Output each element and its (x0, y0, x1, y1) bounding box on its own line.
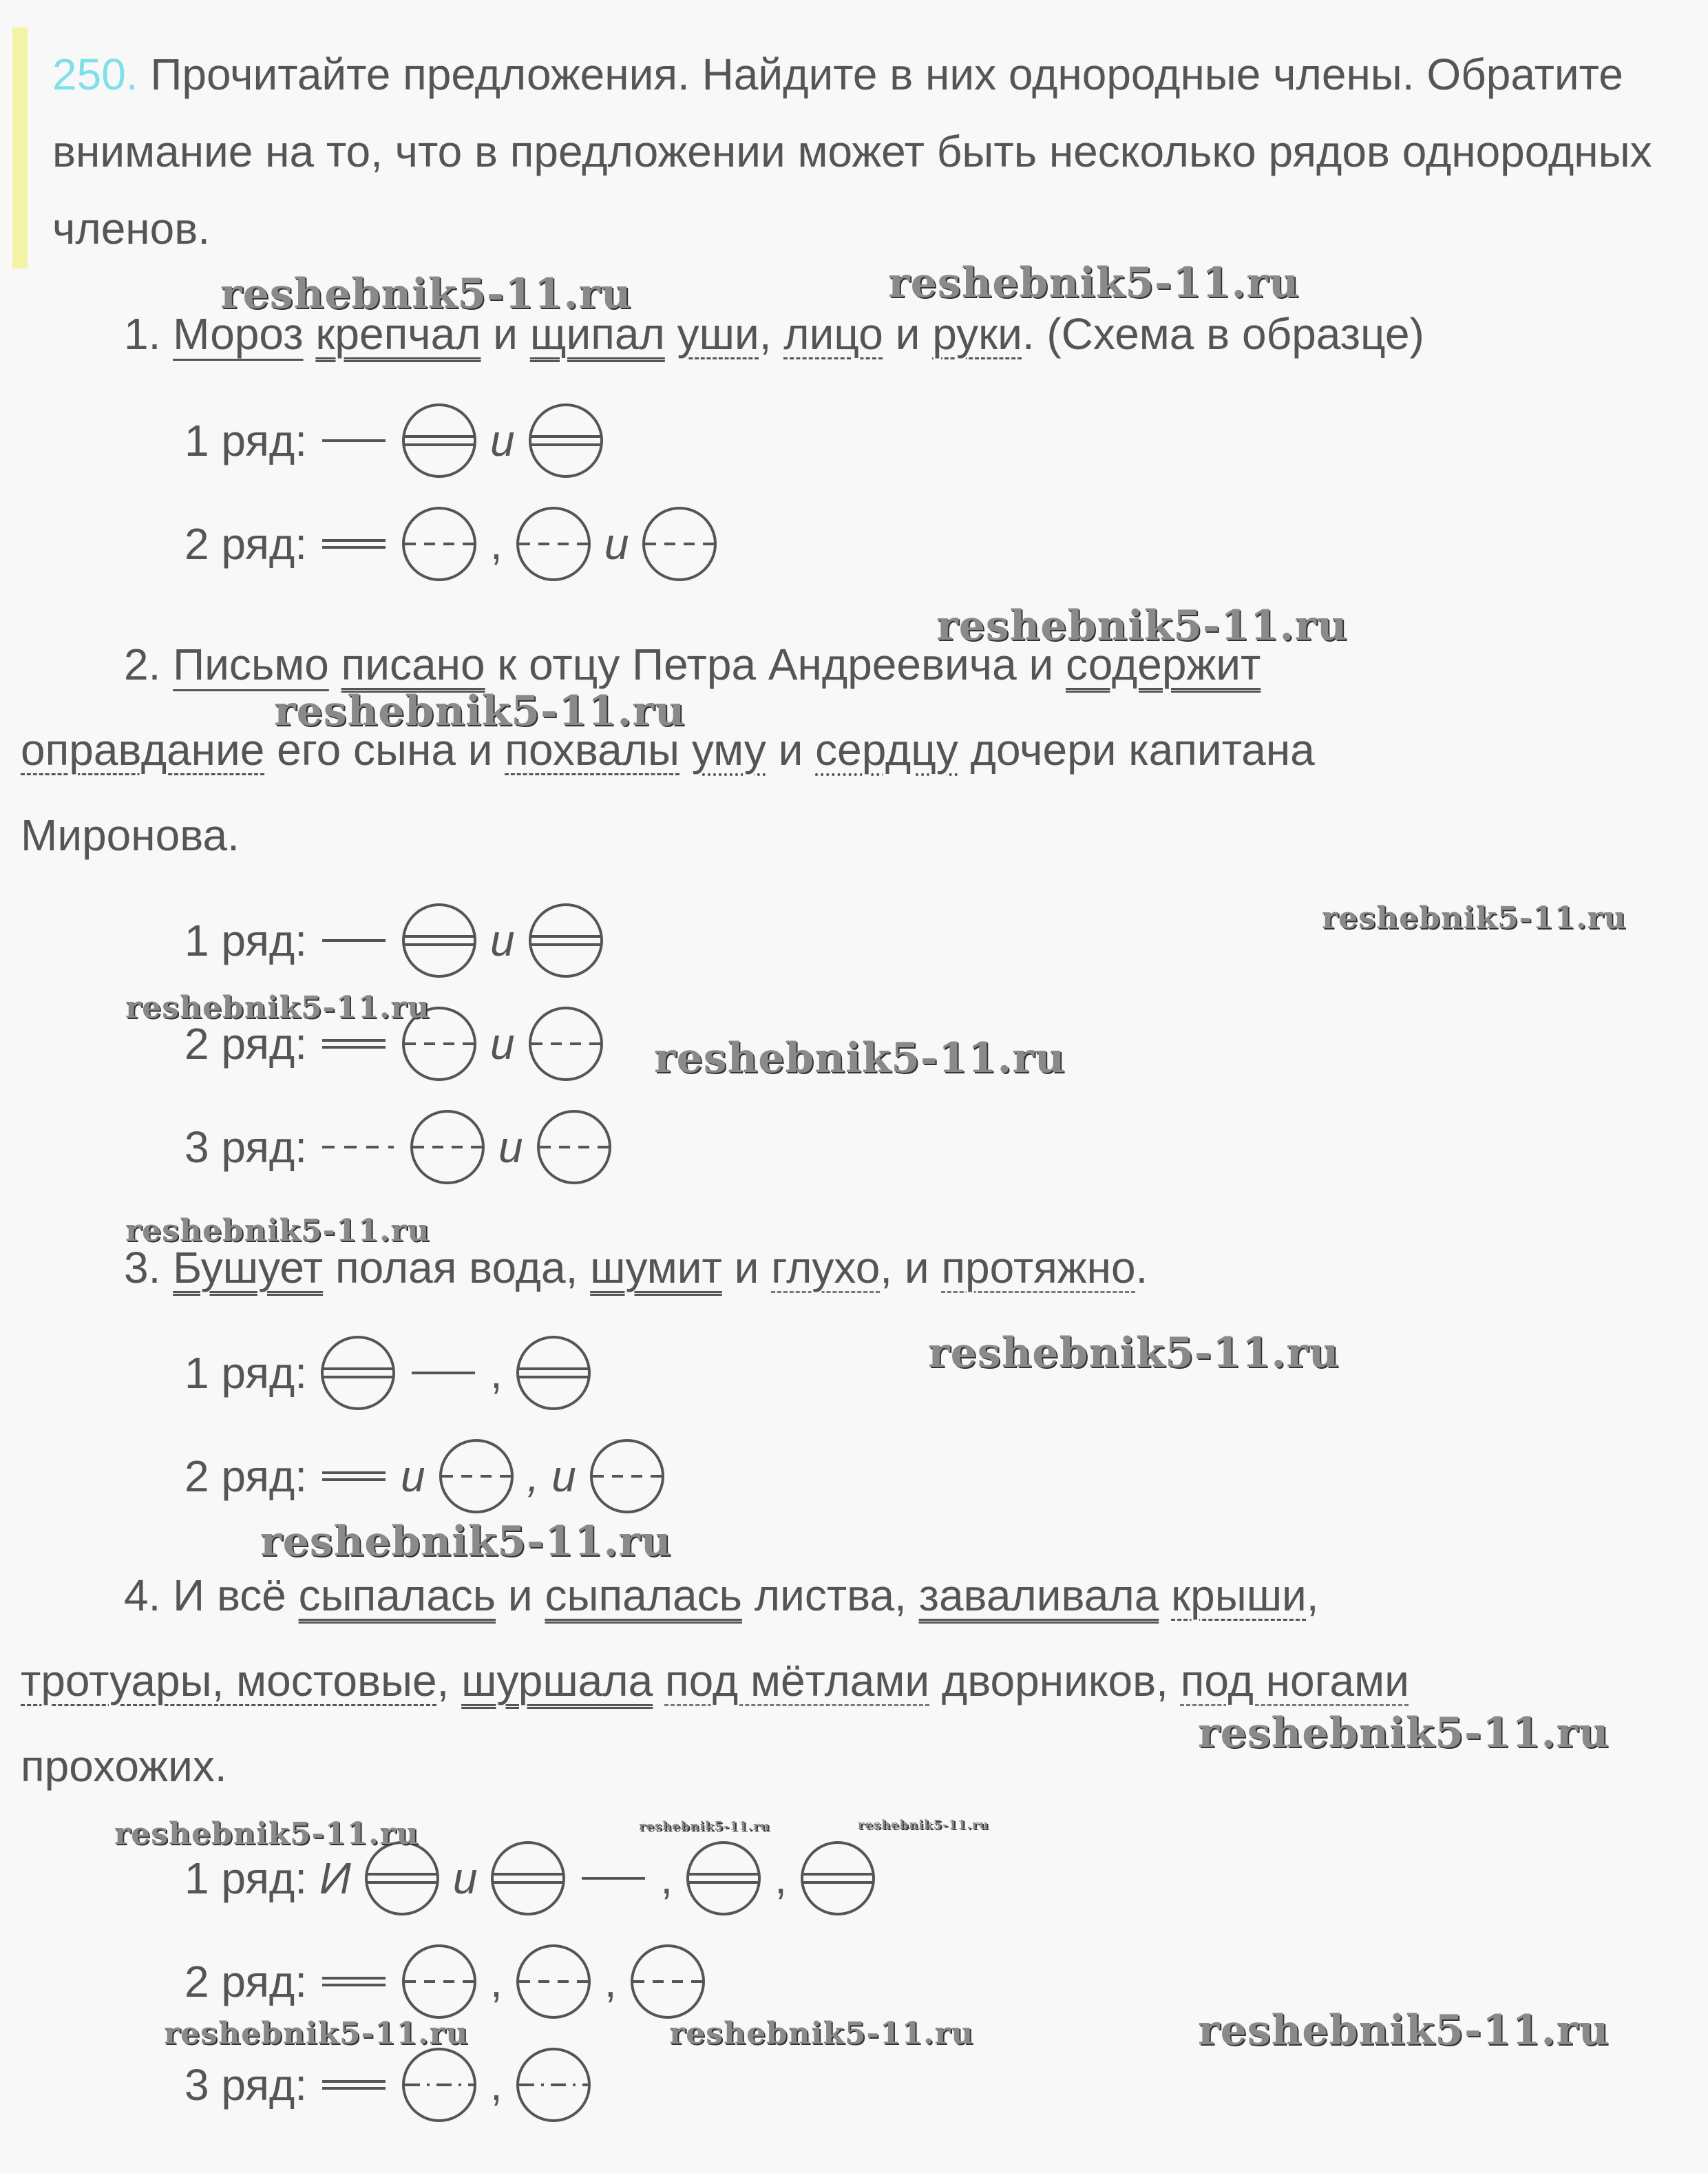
schema-1-row-2 (184, 496, 718, 592)
predicate-word: содержит (1065, 640, 1261, 689)
predicate-circle-icon (489, 1840, 567, 1917)
schema-4-row-2 (184, 1933, 706, 2030)
object-word: крыши (1171, 1571, 1307, 1620)
subject-line-mark (579, 1871, 648, 1885)
task-instruction: Прочитайте предложения. Найдите в них однородные члены. Обратите внимание на то, что в предложении может быть несколько рядов однородных членов. (52, 50, 1652, 253)
conjunction: и (490, 1019, 515, 1069)
row-label: 3 ряд: (184, 2060, 308, 2110)
object-word: руки (932, 309, 1022, 359)
adverbial-word: под ногами (1180, 1656, 1409, 1705)
adverbial-circle-icon (515, 2046, 592, 2123)
conjunction: и (490, 416, 515, 465)
task-header (52, 36, 1663, 267)
object-circle-icon (536, 1109, 613, 1186)
watermark: reshebnik5-11.ru (1198, 2006, 1610, 2055)
comma: , (490, 1348, 503, 1398)
schema-4-row-3 (184, 2037, 592, 2133)
accent-bar (12, 28, 28, 269)
comma: , (490, 2060, 503, 2110)
predicate-word: сыпалась (545, 1571, 742, 1620)
object-circle-icon (401, 1943, 478, 2020)
subject-word: Письмо (173, 640, 329, 689)
adverbial-word: под мётлами (664, 1656, 930, 1705)
object-word: тротуары, мостовые (21, 1656, 437, 1705)
object-circle-icon (641, 505, 718, 582)
sentence-2-line-3 (21, 810, 240, 861)
conjunction: и (604, 519, 629, 569)
watermark: reshebnik5-11.ru (639, 1819, 770, 1834)
watermark: reshebnik5-11.ru (858, 1818, 989, 1832)
predicate-word: писано (341, 640, 485, 689)
watermark: reshebnik5-11.ru (125, 1213, 430, 1248)
object-word: похвалы (505, 725, 680, 775)
text-fragment: полая вода, (335, 1243, 578, 1292)
predicate-circle-icon (527, 902, 604, 979)
comma: , (604, 1957, 617, 2006)
watermark: reshebnik5-11.ru (888, 259, 1300, 307)
sentence-number: 2. (124, 640, 161, 689)
watermark: reshebnik5-11.ru (260, 1518, 672, 1566)
conjunction: и (452, 1854, 478, 1903)
watermark: reshebnik5-11.ru (114, 1816, 419, 1851)
row-label: 3 ряд: (184, 1122, 308, 1172)
comma: , (490, 1957, 503, 2006)
conjunction: И (319, 1854, 351, 1903)
predicate-circle-icon (401, 902, 478, 979)
object-circle-icon (409, 1109, 486, 1186)
object-line-mark (319, 1140, 397, 1154)
object-circle-icon (515, 1943, 592, 2020)
schema-2-row-3 (184, 1099, 613, 1195)
object-circle-icon (515, 505, 592, 582)
row-label: 2 ряд: (184, 1451, 308, 1501)
watermark: reshebnik5-11.ru (125, 990, 430, 1025)
sentence-number: 4. (124, 1571, 161, 1620)
text-fragment: , (436, 1656, 450, 1705)
watermark: reshebnik5-11.ru (1198, 1709, 1610, 1757)
row-label: 2 ряд: (184, 519, 308, 569)
text-fragment: , (1306, 1571, 1319, 1620)
text-fragment: дочери капитана (970, 725, 1315, 775)
row-label: 1 ряд: (184, 916, 308, 965)
object-word: уму (691, 725, 766, 775)
predicate-circle-icon (319, 1334, 397, 1411)
text-fragment: его сына и (277, 725, 493, 775)
subject-line-mark (319, 434, 388, 448)
text-fragment: дворников, (941, 1656, 1168, 1705)
object-word: уши (677, 309, 759, 359)
subject-line-mark (319, 934, 388, 947)
adverbial-circle-icon (401, 2046, 478, 2123)
schema-3-row-2 (184, 1428, 666, 1524)
predicate-line-mark (319, 1468, 388, 1484)
subject-line-mark (409, 1366, 478, 1380)
predicate-circle-icon (527, 402, 604, 479)
schema-3-row-1 (184, 1325, 592, 1421)
comma: , (774, 1854, 787, 1903)
conjunction: и (401, 1451, 425, 1501)
watermark: reshebnik5-11.ru (274, 687, 686, 735)
schema-1-row-1 (184, 392, 604, 489)
predicate-circle-icon (515, 1334, 592, 1411)
predicate-circle-icon (401, 402, 478, 479)
predicate-line-mark (319, 2077, 388, 2093)
adverbial-circle-icon (589, 1438, 666, 1515)
sentence-4-line-1 (124, 1570, 1319, 1621)
text-fragment: листва, (754, 1571, 907, 1620)
predicate-word: щипал (529, 309, 665, 359)
comma: , (660, 1854, 673, 1903)
predicate-word: сыпалась (298, 1571, 496, 1620)
adverbial-word: глухо (771, 1243, 881, 1292)
conjunction: и (490, 916, 515, 965)
text-fragment: и (778, 725, 803, 775)
watermark: reshebnik5-11.ru (220, 270, 632, 318)
text-fragment: . (Схема в образце) (1022, 309, 1424, 359)
subject-word: Мороз (173, 309, 304, 359)
watermark: reshebnik5-11.ru (928, 1329, 1340, 1377)
text-fragment: , (759, 309, 772, 359)
predicate-word: заваливала (918, 1571, 1159, 1620)
predicate-word: крепчал (315, 309, 481, 359)
comma: , (490, 519, 503, 569)
predicate-circle-icon (799, 1840, 876, 1917)
predicate-word: Бушует (173, 1243, 324, 1292)
watermark: reshebnik5-11.ru (1322, 901, 1627, 936)
predicate-word: шуршала (461, 1656, 653, 1705)
row-label: 1 ряд: (184, 1854, 308, 1903)
predicate-circle-icon (685, 1840, 762, 1917)
text-fragment: , и (880, 1243, 929, 1292)
text-fragment: и (493, 309, 518, 359)
text-fragment: к отцу Петра Андреевича и (497, 640, 1054, 689)
object-circle-icon (629, 1943, 706, 2020)
row-label: 1 ряд: (184, 1348, 308, 1398)
text-fragment: и (895, 309, 920, 359)
text-fragment: . (1135, 1243, 1148, 1292)
object-word: сердцу (815, 725, 958, 775)
object-word: лицо (783, 309, 883, 359)
watermark: reshebnik5-11.ru (654, 1034, 1066, 1082)
conjunction: , и (527, 1451, 576, 1501)
sentence-3 (124, 1242, 1148, 1293)
sentence-4-line-3 (21, 1741, 227, 1792)
predicate-line-mark (319, 1036, 388, 1052)
predicate-word: шумит (590, 1243, 722, 1292)
sentence-4-line-2 (21, 1655, 1409, 1706)
text-fragment: и (734, 1243, 759, 1292)
text-fragment: И всё (173, 1571, 286, 1620)
sentence-number: 3. (124, 1243, 161, 1292)
row-label: 2 ряд: (184, 1019, 308, 1069)
watermark: reshebnik5-11.ru (164, 2016, 469, 2051)
predicate-line-mark (319, 536, 388, 552)
adverbial-word: протяжно (941, 1243, 1136, 1292)
sentence-number: 1. (124, 309, 161, 359)
object-circle-icon (527, 1005, 604, 1082)
schema-2-row-1 (184, 892, 604, 989)
conjunction: и (498, 1122, 523, 1172)
predicate-line-mark (319, 1973, 388, 1990)
text-fragment: Миронова. (21, 810, 240, 860)
adverbial-circle-icon (438, 1438, 515, 1515)
row-label: 1 ряд: (184, 416, 308, 465)
watermark: reshebnik5-11.ru (669, 2016, 974, 2051)
row-label: 2 ряд: (184, 1957, 308, 2006)
object-word: оправдание (21, 725, 265, 775)
task-number: 250. (52, 50, 138, 99)
text-fragment: и (507, 1571, 533, 1620)
object-circle-icon (401, 505, 478, 582)
watermark: reshebnik5-11.ru (936, 602, 1348, 650)
text-fragment: прохожих. (21, 1741, 227, 1791)
